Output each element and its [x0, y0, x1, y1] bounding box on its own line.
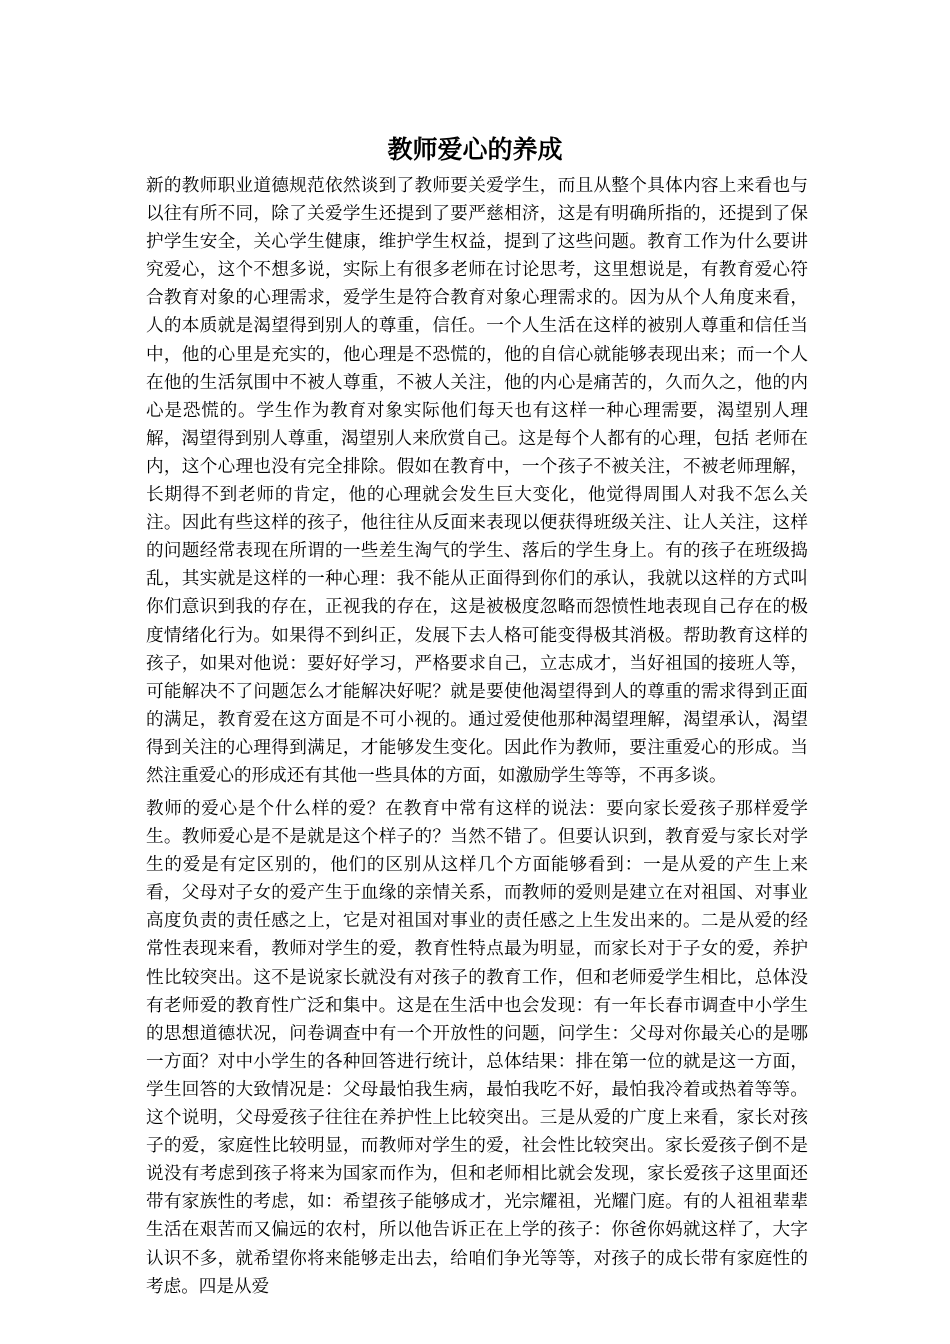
paragraph-2: 教师的爱心是个什么样的爱？在教育中常有这样的说法：要向家长爱孩子那样爱学生。教师爱心是不是就是这个样子的？当然不错了。但要认识到，教育爱与家长对学生的爱是有定区别的，他们的区别从这样几个方面能够看到：一是从爱的产生上来看，父母对子女的爱产生于血缘的亲情关系，而教师的爱则是建立在对祖国、对事业高度负责的责任感之上，它是对祖国对事业的责任感之上生发出来的。二是从爱的经常性表现来看，教师对学生的爱，教育性特点最为明显，而家长对于子女的爱，养护性比较突出。这不是说家长就没有对孩子的教育工作，但和老师爱学生相比，总体没有老师爱的教育性广泛和集中。这是在生活中也会发现：有一年长春市调查中小学生的思想道德状况，问卷调查中有一个开放性的问题，问学生：父母对你最关心的是哪一方面？对中小学生的各种回答进行统计，总体结果：排在第一位的就是这一方面，学生回答的大致情况是：父母最怕我生病，最怕我吃不好，最怕我冷着或热着等等。这个说明，父母爱孩子往往在养护性上比较突出。三是从爱的广度上来看，家长对孩子的爱，家庭性比较明显，而教师对学生的爱，社会性比较突出。家长爱孩子倒不是说没有考虑到孩子将来为国家而作为，但和老师相比就会发现，家长爱孩子这里面还带有家族性的考虑，如：希望孩子能够成才，光宗耀祖，光耀门庭。有的人祖祖辈辈生活在艰苦而又偏远的农村，所以他告诉正在上学的孩子：你爸你妈就这样了，大字认识不多，就希望你将来能够走出去，给咱们争光等等，对孩子的成长带有家庭性的考虑。四是从爱: [146, 799, 808, 1297]
paragraph-1: 新的教师职业道德规范依然谈到了教师要关爱学生，而且从整个具体内容上来看也与以往有所不同，除了关爱学生还提到了要严慈相济，这是有明确所指的，还提到了保护学生安全，关心学生健康，维护学生权益，提到了这些问题。教育工作为什么要讲究爱心，这个不想多说，实际上有很多老师在讨论思考，这里想说是，有教育爱心符合教育对象的心理需求，爱学生是符合教育对象心理需求的。因为从个人角度来看，人的本质就是渴望得到别人的尊重，信任。一个人生活在这样的被别人尊重和信任当中，他的心里是充实的，他心理是不恐慌的，他的自信心就能够表现出来；而一个人在他的生活氛围中不被人尊重，不被人关注，他的内心是痛苦的，久而久之，他的内心是恐慌的。学生作为教育对象实际他们每天也有这样一种心理需要，渴望别人理解，渴望得到别人尊重，渴望别人来欣赏自己。这是每个人都有的心理，包括 老师在内，这个心理也没有完全排除。假如在教育中，一个孩子不被关注，不被老师理解，长期得不到老师的肯定，他的心理就会发生巨大变化，他觉得周围人对我不怎么关注。因此有些这样的孩子，他往往从反面来表现以便获得班级关注、让人关注，这样的问题经常表现在所谓的一些差生淘气的学生、落后的学生身上。有的孩子在班级捣乱，其实就是这样的一种心理：我不能从正面得到你们的承认，我就以这样的方式叫你们意识到我的存在，正视我的存在，这是被极度忽略而怨愤性地表现自己存在的极度情绪化行为。如果得不到纠正，发展下去人格可能变得极其消极。帮助教育这样的孩子，如果对他说：要好好学习，严格要求自己，立志成才，当好祖国的接班人等，可能解决不了问题怎么才能解决好呢？就是要使他渴望得到人的尊重的需求得到正面的满足，教育爱在这方面是不可小视的。通过爱使他那种渴望理解，渴望承认，渴望得到关注的心理得到满足，才能够发生变化。因此作为教师，要注重爱心的形成。当然注重爱心的形成还有其他一些具体的方面，如激励学生等等，不再多谈。: [146, 176, 808, 786]
document-title: 教师爱心的养成: [387, 135, 563, 164]
